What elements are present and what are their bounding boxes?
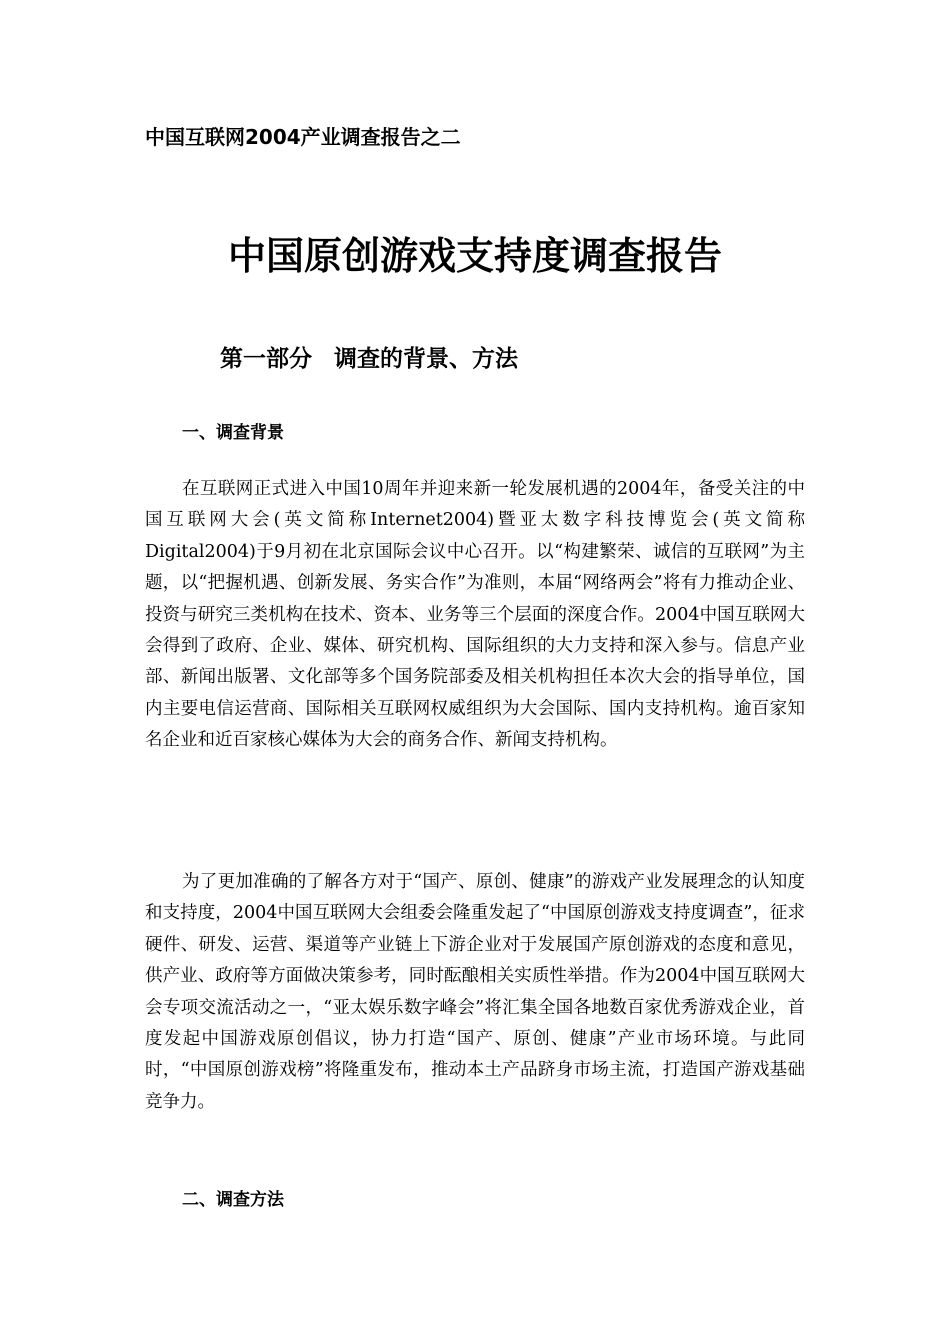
part-heading: [220, 342, 518, 376]
part-label: 第一部分: [220, 346, 312, 372]
main-title: 中国原创游戏支持度调查报告: [227, 234, 722, 278]
paragraph-background-1: 在互联网正式进入中国10周年并迎来新一轮发展机遇的2004年，备受关注的中国互联网大会(英文简称Internet2004)暨亚太数字科技博览会(英文简称Digital2004)于9月初在北京国际会议中心召开。以“构建繁荣、诚信的互联网”为主题，以“把握机遇、创新发展、务实合作”为准则，本届“网络两会”将有力推动企业、投资与研究三类机构在技术、资本、业务等三个层面的深度合作。2004中国互联网大会得到了政府、企业、媒体、研究机构、国际组织的大力支持和深入参与。信息产业部、新闻出版署、文化部等多个国务院部委及相关机构担任本次大会的指导单位，国内主要电信运营商、国际相关互联网权威组织为大会国际、国内支持机构。逾百家知名企业和近百家核心媒体为大会的商务合作、新闻支持机构。: [145, 479, 805, 751]
section-heading-background: 一、调查背景: [182, 423, 284, 443]
series-title: 中国互联网2004产业调查报告之二: [145, 125, 461, 149]
paragraph-background-2: 为了更加准确的了解各方对于“国产、原创、健康”的游戏产业发展理念的认知度和支持度，2004中国互联网大会组委会隆重发起了“中国原创游戏支持度调查”，征求硬件、研发、运营、渠道等产业链上下游企业对于发展国产原创游戏的态度和意见，供产业、政府等方面做决策参考，同时酝酿相关实质性举措。作为2004中国互联网大会专项交流活动之一，“亚太娱乐数字峰会”将汇集全国各地数百家优秀游戏企业，首度发起中国游戏原创倡议，协力打造“国产、原创、健康”产业市场环境。与此同时，“中国原创游戏榜”将隆重发布，推动本土产品跻身市场主流，打造国产游戏基础竞争力。: [145, 872, 805, 1112]
section-heading-method: 二、调查方法: [182, 1190, 284, 1210]
part-title-text: 调查的背景、方法: [334, 346, 518, 372]
